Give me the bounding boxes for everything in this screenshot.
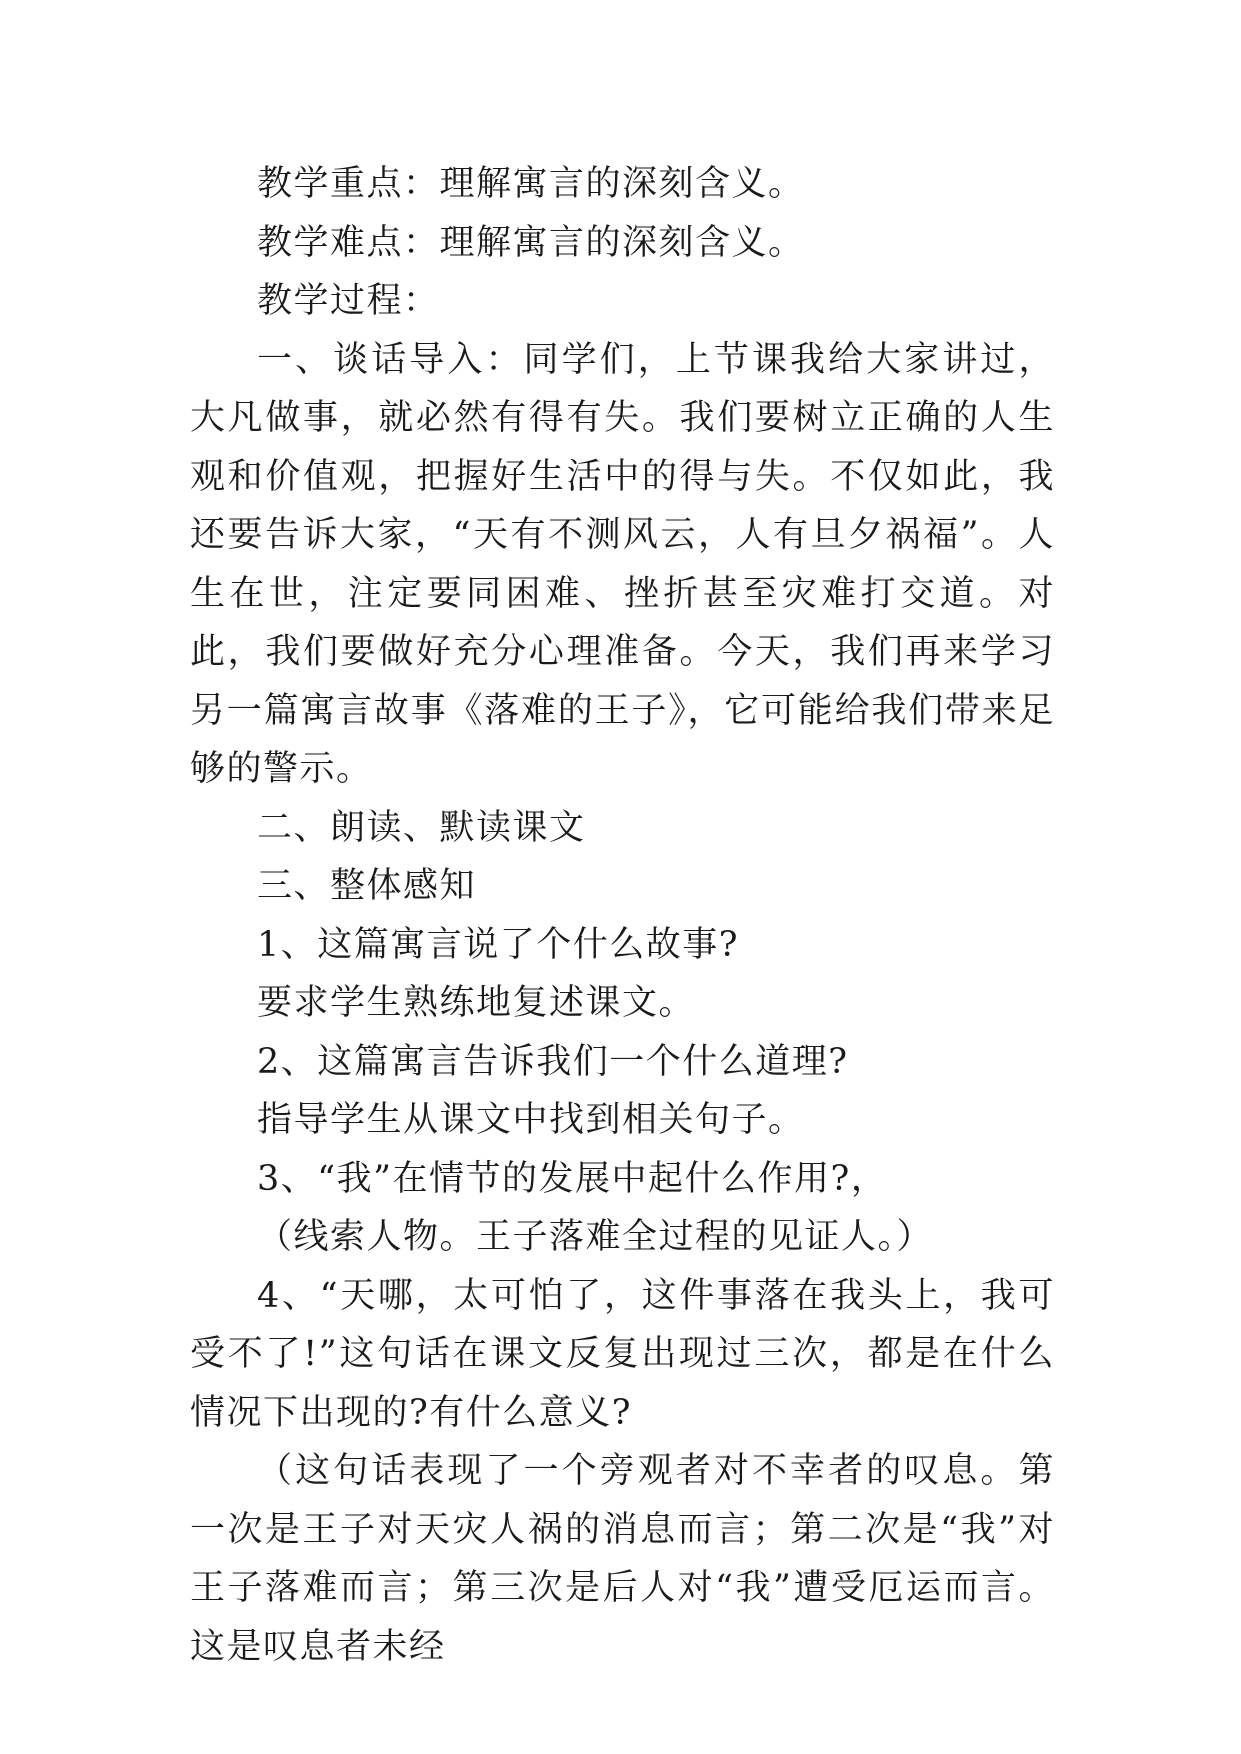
document-body bbox=[190, 155, 1055, 1676]
question-2-note: 指导学生从课文中找到相关句子。 bbox=[257, 1100, 805, 1140]
intro-paragraph: 一、谈话导入：同学们，上节课我给大家讲过，大凡做事，就必然有得有失。我们要树立正确的人生观和价值观，把握好生活中的得与失。不仅如此，我还要告诉大家，“天有不测风云，人有旦夕祸福”。人生在世，注定要同困难、挫折甚至灾难打交道。对此，我们要做好充分心理准备。今天，我们再来学习另一篇寓言故事《落难的王子》，它可能给我们带来足够的警示。 bbox=[190, 339, 1055, 789]
question-1: 1、这篇寓言说了个什么故事? bbox=[257, 924, 740, 965]
question-4: 4、“天哪，太可怕了，这件事落在我头上，我可受不了!”这句话在课文反复出现过三次，都是在什么情况下出现的?有什么意义? bbox=[190, 1275, 1055, 1433]
question-4-answer: （这句话表现了一个旁观者对不幸者的叹息。第一次是王子对天灾人祸的消息而言；第二次是“我”对王子落难而言；第三次是后人对“我”遭受厄运而言。这是叹息者未经 bbox=[190, 1451, 1055, 1667]
question-3: 3、“我”在情节的发展中起什么作用?， bbox=[257, 1158, 888, 1199]
section-reading-heading: 二、朗读、默读课文 bbox=[257, 807, 586, 848]
section-overview-heading: 三、整体感知 bbox=[257, 866, 477, 906]
process-heading: 教学过程： bbox=[257, 281, 440, 321]
question-3-answer: （线索人物。王子落难全过程的见证人。） bbox=[257, 1217, 934, 1257]
question-2: 2、这篇寓言告诉我们一个什么道理? bbox=[257, 1041, 849, 1082]
key-point-paragraph: 教学重点：理解寓言的深刻含义。 bbox=[257, 164, 805, 204]
difficulty-paragraph: 教学难点：理解寓言的深刻含义。 bbox=[257, 222, 805, 263]
question-1-note: 要求学生熟练地复述课文。 bbox=[257, 983, 696, 1023]
